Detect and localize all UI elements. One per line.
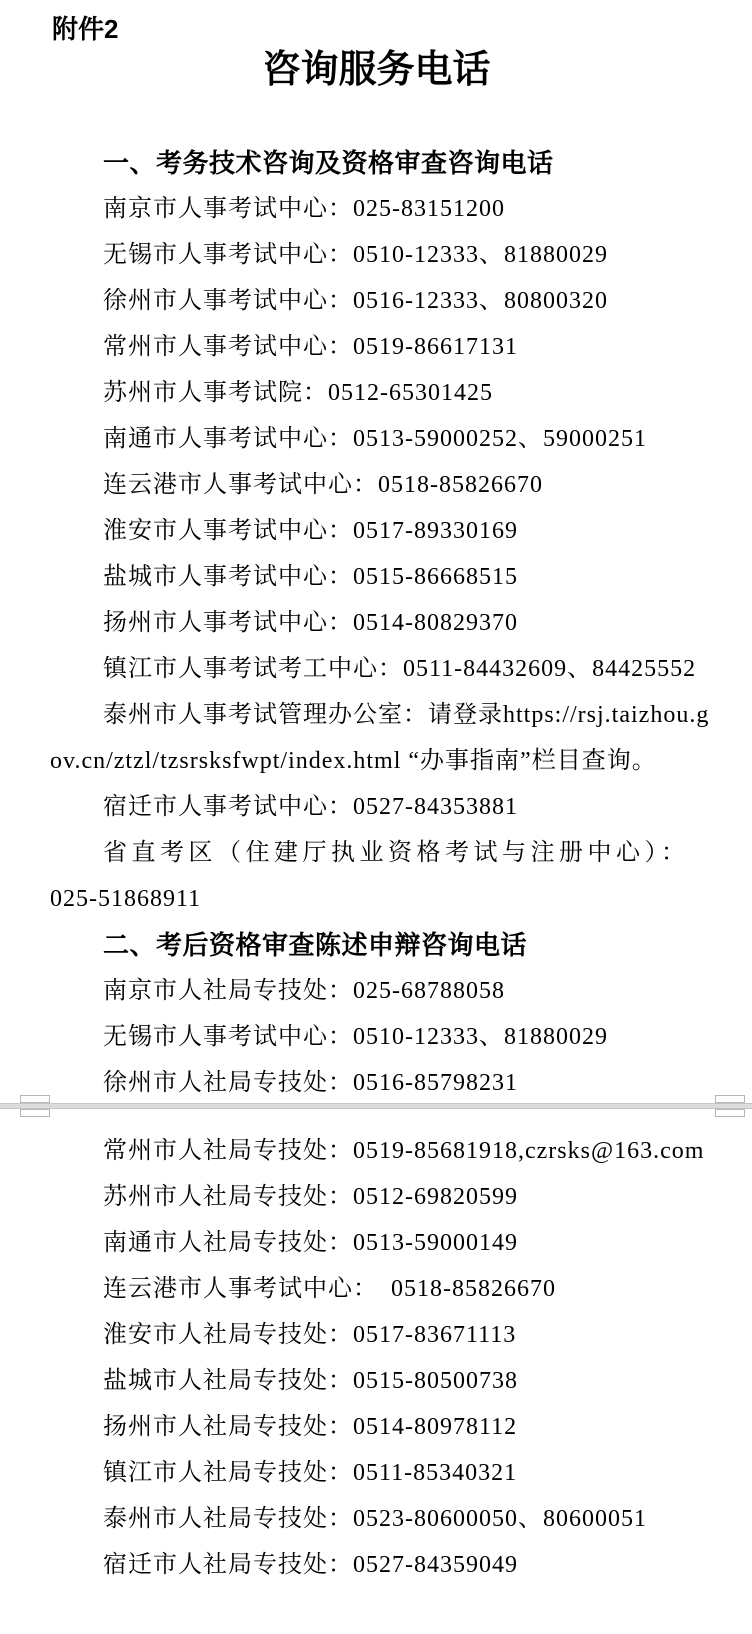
page2-content [0, 1120, 752, 1588]
contact-line: 淮安市人事考试中心：0517-89330169 [103, 518, 518, 544]
page-edge-mark [715, 1095, 745, 1103]
contact-line: 徐州市人事考试中心：0516-12333、80800320 [103, 288, 608, 314]
section2-heading: 二、考后资格审查陈述申辩咨询电话 [103, 930, 528, 960]
contact-line: 南京市人事考试中心：025-83151200 [103, 196, 505, 222]
contact-line: 宿迁市人社局专技处：0527-84359049 [103, 1552, 518, 1578]
contact-line: 无锡市人事考试中心：0510-12333、81880029 [103, 242, 608, 268]
page-edge-mark [715, 1109, 745, 1117]
contact-line: 常州市人事考试中心：0519-86617131 [103, 334, 518, 360]
page-edge-mark [20, 1109, 50, 1117]
contact-line: 连云港市人事考试中心：0518-85826670 [103, 472, 543, 498]
contact-line-wrap: ov.cn/ztzl/tzsrsksfwpt/index.html “办事指南”栏目查询。 [50, 748, 657, 774]
contact-line: 苏州市人社局专技处：0512-69820599 [103, 1184, 518, 1210]
section1-heading: 一、考务技术咨询及资格审查咨询电话 [103, 148, 554, 178]
contact-line: 连云港市人事考试中心： 0518-85826670 [103, 1276, 556, 1302]
page1-content [0, 14, 752, 1106]
contact-line: 泰州市人社局专技处：0523-80600050、80600051 [103, 1506, 647, 1532]
page-break-indicator [0, 1106, 752, 1120]
contact-line: 盐城市人社局专技处：0515-80500738 [103, 1368, 518, 1394]
contact-line: 扬州市人事考试中心：0514-80829370 [103, 610, 518, 636]
contact-line: 省直考区（住建厅执业资格考试与注册中心）： [103, 840, 690, 866]
contact-line: 淮安市人社局专技处：0517-83671113 [103, 1322, 517, 1348]
contact-line: 南通市人社局专技处：0513-59000149 [103, 1230, 518, 1256]
contact-line: 无锡市人事考试中心：0510-12333、81880029 [103, 1024, 608, 1050]
page-break-band [0, 1103, 752, 1109]
contact-line: 泰州市人事考试管理办公室：请登录https://rsj.taizhou.g [103, 702, 710, 728]
contact-line: 南京市人社局专技处：025-68788058 [103, 978, 505, 1004]
contact-line: 盐城市人事考试中心：0515-86668515 [103, 564, 518, 590]
contact-line: 宿迁市人事考试中心：0527-84353881 [103, 794, 518, 820]
page-title: 咨询服务电话 [262, 49, 491, 91]
contact-line: 扬州市人社局专技处：0514-80978112 [103, 1414, 518, 1440]
contact-line: 镇江市人社局专技处：0511-85340321 [103, 1460, 518, 1486]
contact-line: 常州市人社局专技处：0519-85681918,czrsks@163.com [103, 1138, 705, 1164]
page-edge-mark [20, 1095, 50, 1103]
contact-line: 南通市人事考试中心：0513-59000252、59000251 [103, 426, 647, 452]
contact-line: 苏州市人事考试院：0512-65301425 [103, 380, 493, 406]
contact-line: 镇江市人事考试考工中心：0511-84432609、84425552 [103, 656, 697, 682]
contact-line-wrap: 025-51868911 [50, 886, 202, 912]
attachment-label: 附件2 [52, 14, 119, 44]
contact-line: 徐州市人社局专技处：0516-85798231 [103, 1070, 518, 1096]
